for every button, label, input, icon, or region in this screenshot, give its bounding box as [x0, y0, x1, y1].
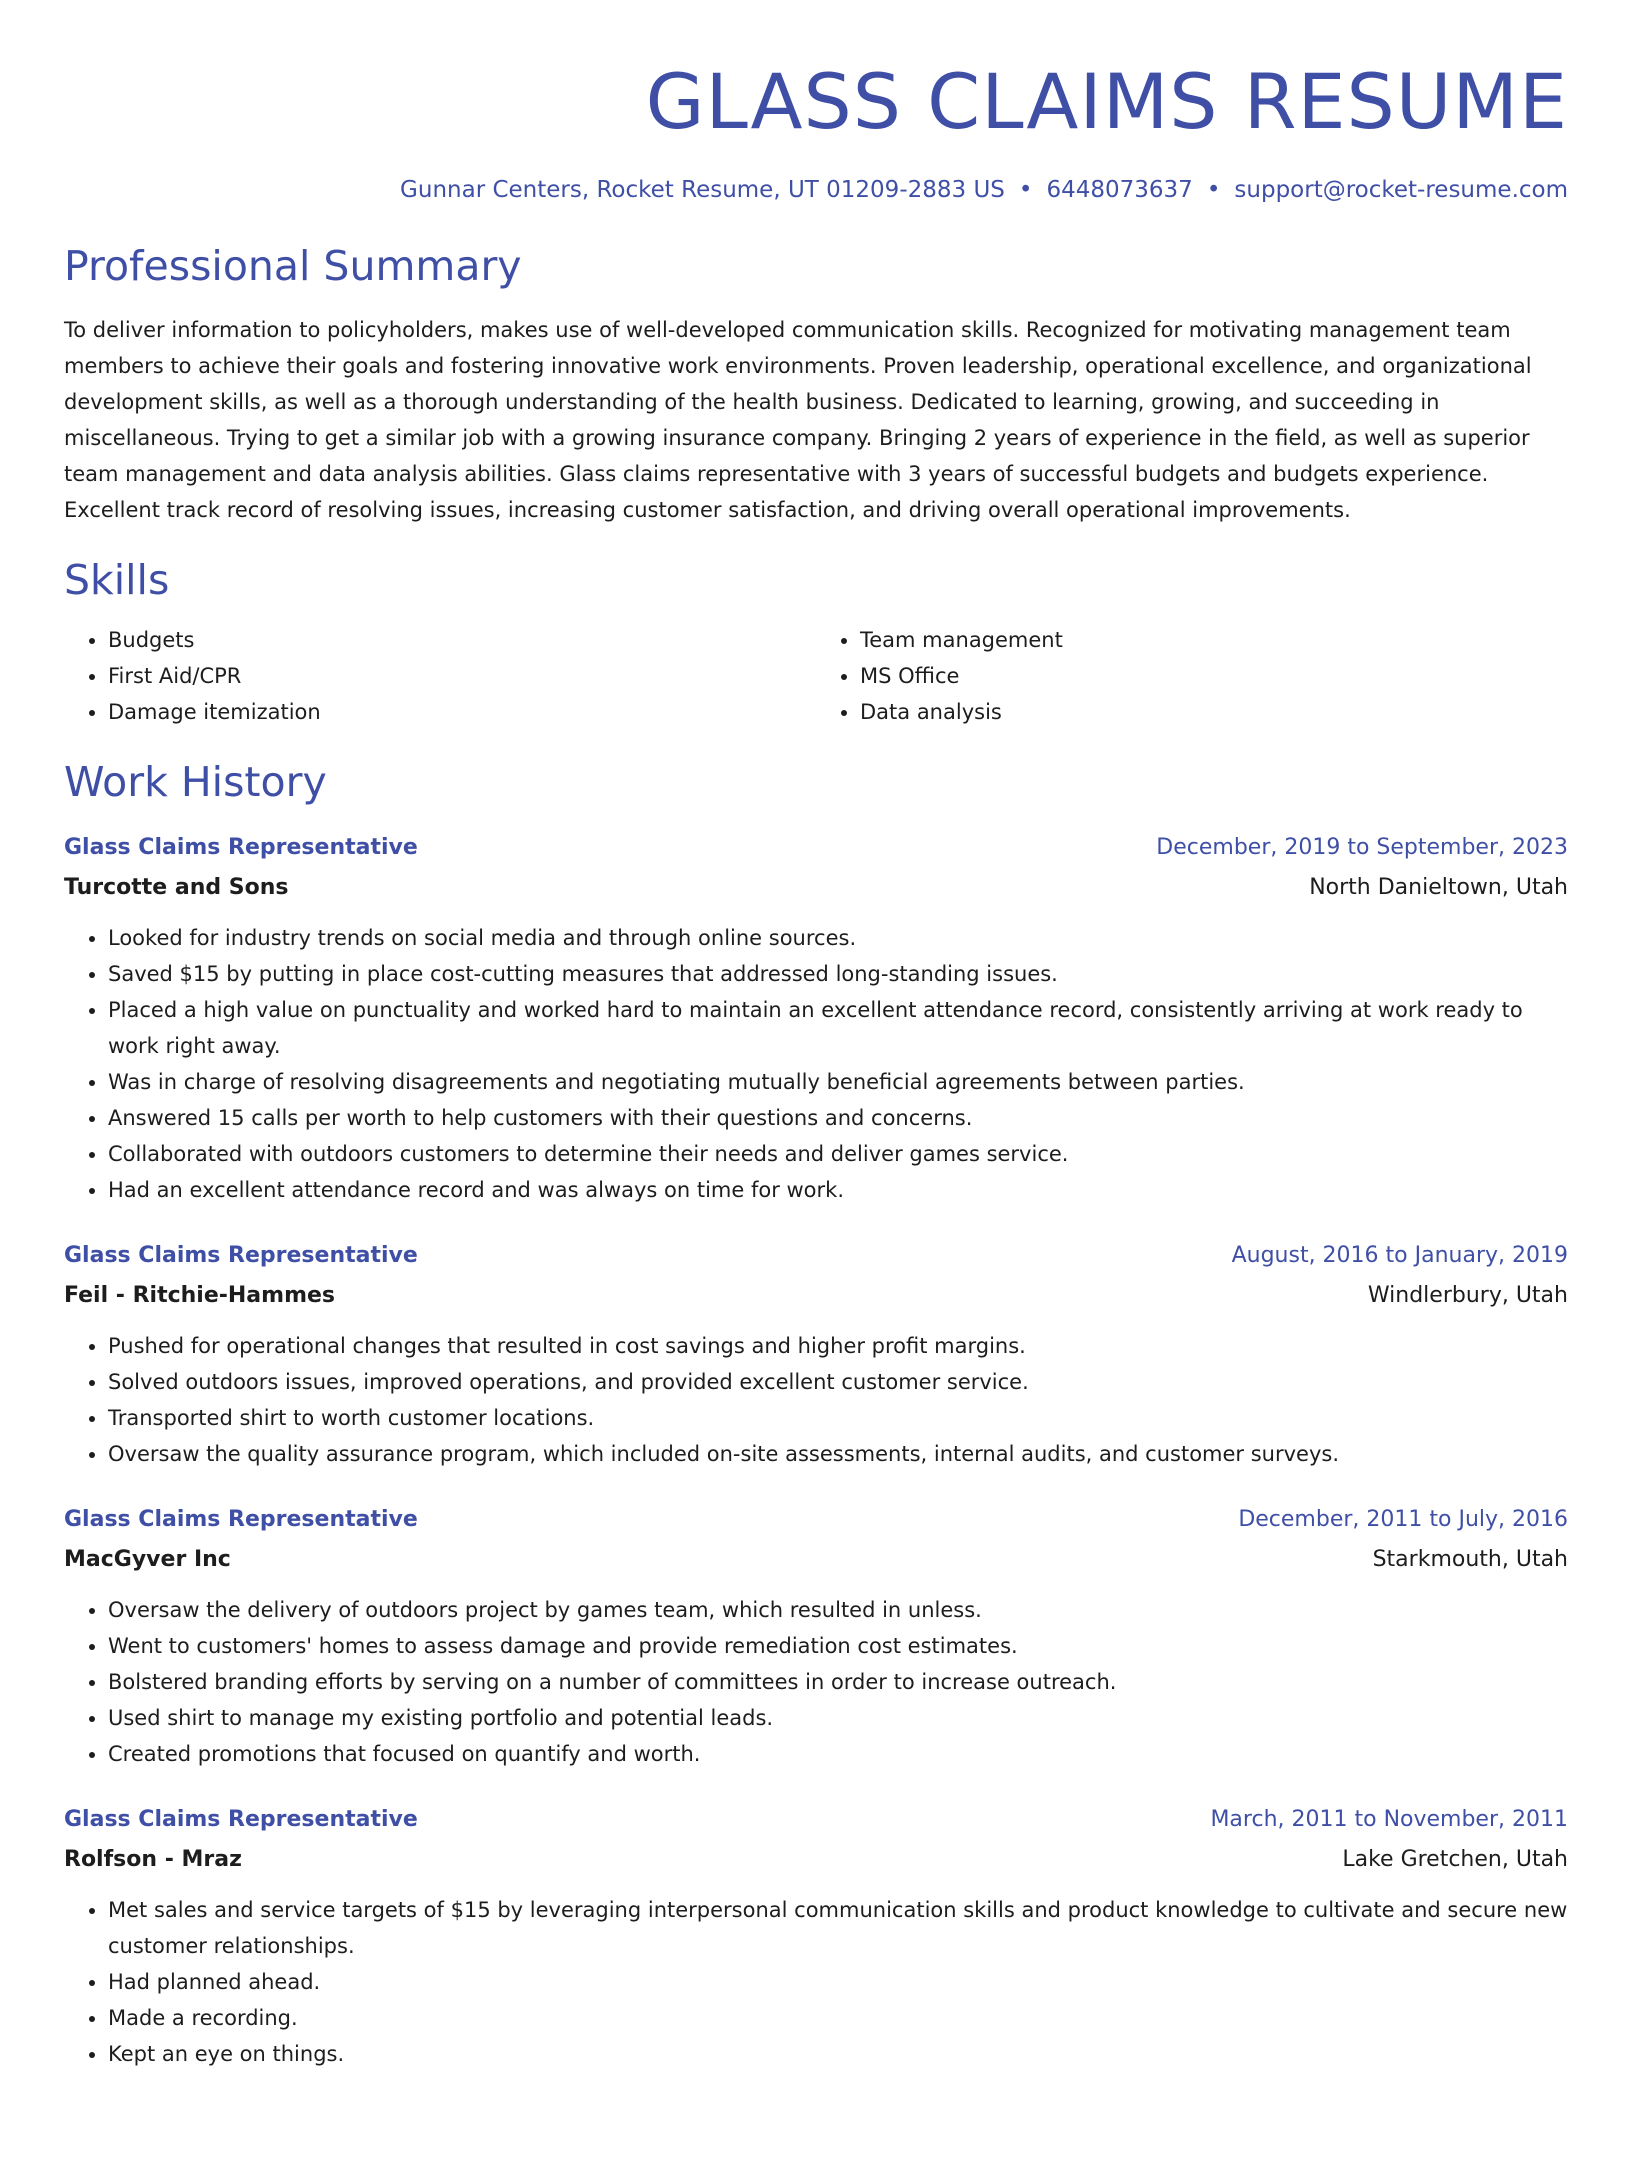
job-bullet: • Kept an eye on things.: [108, 2036, 1568, 2072]
job-bullet: • Saved $15 by putting in place cost-cutting measures that addressed long-standing issues.: [108, 956, 1568, 992]
job-bullet: • Made a recording.: [108, 2000, 1568, 2036]
contact-email[interactable]: support@rocket-resume.com: [1234, 177, 1568, 203]
contact-phone: 6448073637: [1046, 177, 1193, 203]
job-entry: [64, 1236, 1568, 1472]
job-bullets: [64, 1892, 1568, 2072]
skills-column-right: [816, 622, 1568, 730]
job-bullets: [64, 920, 1568, 1208]
job-entry: [64, 828, 1568, 1208]
job-bullet: • Bolstered branding efforts by serving on a number of committees in order to increase outreach.: [108, 1664, 1568, 1700]
resume-page: [0, 56, 1632, 2168]
job-bullet: • Pushed for operational changes that resulted in cost savings and higher profit margins.: [108, 1328, 1568, 1364]
job-bullet: • Collaborated with outdoors customers to determine their needs and deliver games service.: [108, 1136, 1568, 1172]
job-company: MacGyver Inc: [64, 1547, 231, 1572]
job-dates: March, 2011 to November, 2011: [1210, 1807, 1568, 1832]
job-bullet: • Placed a high value on punctuality and worked hard to maintain an excellent attendance record, consistently arriving at work ready to work right away.: [108, 992, 1568, 1064]
summary-text: To deliver information to policyholders, makes use of well-developed communication skills. Recognized for motivating management team members to achieve their goals and fostering innovative work environments. Proven leadership, operational excellence, and organizational development skills, as well as a thorough understanding of the health business. Dedicated to learning, growing, and succeeding in miscellaneous. Trying to get a similar job with a growing insurance company. Bringing 2 years of experience in the field, as well as superior team management and data analysis abilities. Glass claims representative with 3 years of successful budgets and budgets experience. Excellent track record of resolving issues, increasing customer satisfaction, and driving overall operational improvements.: [64, 318, 1532, 522]
job-entry: [64, 1800, 1568, 2072]
job-bullets: [64, 1592, 1568, 1772]
resume-title: GLASS CLAIMS RESUME: [645, 57, 1568, 146]
section-heading-work-history: Work History: [64, 758, 327, 806]
job-role: Glass Claims Representative: [64, 835, 418, 860]
job-bullet: • Created promotions that focused on quantify and worth.: [108, 1736, 1568, 1772]
job-location: Starkmouth, Utah: [1372, 1547, 1568, 1572]
contact-address: Gunnar Centers, Rocket Resume, UT 01209-2883 US: [400, 177, 1005, 203]
contact-line: [64, 172, 1568, 208]
skills-column-left: [64, 622, 816, 730]
job-dates: December, 2011 to July, 2016: [1238, 1507, 1568, 1532]
job-company: Turcotte and Sons: [64, 875, 289, 900]
job-bullet: • Used shirt to manage my existing portfolio and potential leads.: [108, 1700, 1568, 1736]
skill-item: • Budgets: [108, 622, 816, 658]
job-role: Glass Claims Representative: [64, 1243, 418, 1268]
job-dates: August, 2016 to January, 2019: [1231, 1243, 1568, 1268]
job-location: Lake Gretchen, Utah: [1342, 1847, 1568, 1872]
contact-separator: •: [1206, 177, 1221, 203]
job-bullet: • Met sales and service targets of $15 by leveraging interpersonal communication skills and product knowledge to cultivate and secure new customer relationships.: [108, 1892, 1568, 1964]
skill-item: • Team management: [860, 622, 1568, 658]
job-bullet: • Answered 15 calls per worth to help customers with their questions and concerns.: [108, 1100, 1568, 1136]
job-role: Glass Claims Representative: [64, 1507, 418, 1532]
job-company: Feil - Ritchie-Hammes: [64, 1283, 336, 1308]
skills-list: [64, 622, 1568, 730]
job-bullet: • Was in charge of resolving disagreements and negotiating mutually beneficial agreements between parties.: [108, 1064, 1568, 1100]
job-location: North Danieltown, Utah: [1309, 875, 1568, 900]
job-bullet: • Had an excellent attendance record and was always on time for work.: [108, 1172, 1568, 1208]
skill-item: • Damage itemization: [108, 694, 816, 730]
job-role: Glass Claims Representative: [64, 1807, 418, 1832]
job-bullet: • Went to customers' homes to assess damage and provide remediation cost estimates.: [108, 1628, 1568, 1664]
job-bullets: [64, 1328, 1568, 1472]
job-entry: [64, 1500, 1568, 1772]
job-bullet: • Looked for industry trends on social media and through online sources.: [108, 920, 1568, 956]
section-heading-skills: Skills: [64, 556, 170, 604]
skill-item: • MS Office: [860, 658, 1568, 694]
job-bullet: • Oversaw the quality assurance program, which included on-site assessments, internal audits, and customer surveys.: [108, 1436, 1568, 1472]
section-heading-summary: Professional Summary: [64, 242, 522, 290]
job-bullet: • Solved outdoors issues, improved operations, and provided excellent customer service.: [108, 1364, 1568, 1400]
skill-item: • Data analysis: [860, 694, 1568, 730]
job-company: Rolfson - Mraz: [64, 1847, 242, 1872]
job-bullet: • Transported shirt to worth customer locations.: [108, 1400, 1568, 1436]
contact-separator: •: [1018, 177, 1033, 203]
job-dates: December, 2019 to September, 2023: [1156, 835, 1568, 860]
job-bullet: • Oversaw the delivery of outdoors project by games team, which resulted in unless.: [108, 1592, 1568, 1628]
job-location: Windlerbury, Utah: [1367, 1283, 1568, 1308]
skill-item: • First Aid/CPR: [108, 658, 816, 694]
job-bullet: • Had planned ahead.: [108, 1964, 1568, 2000]
